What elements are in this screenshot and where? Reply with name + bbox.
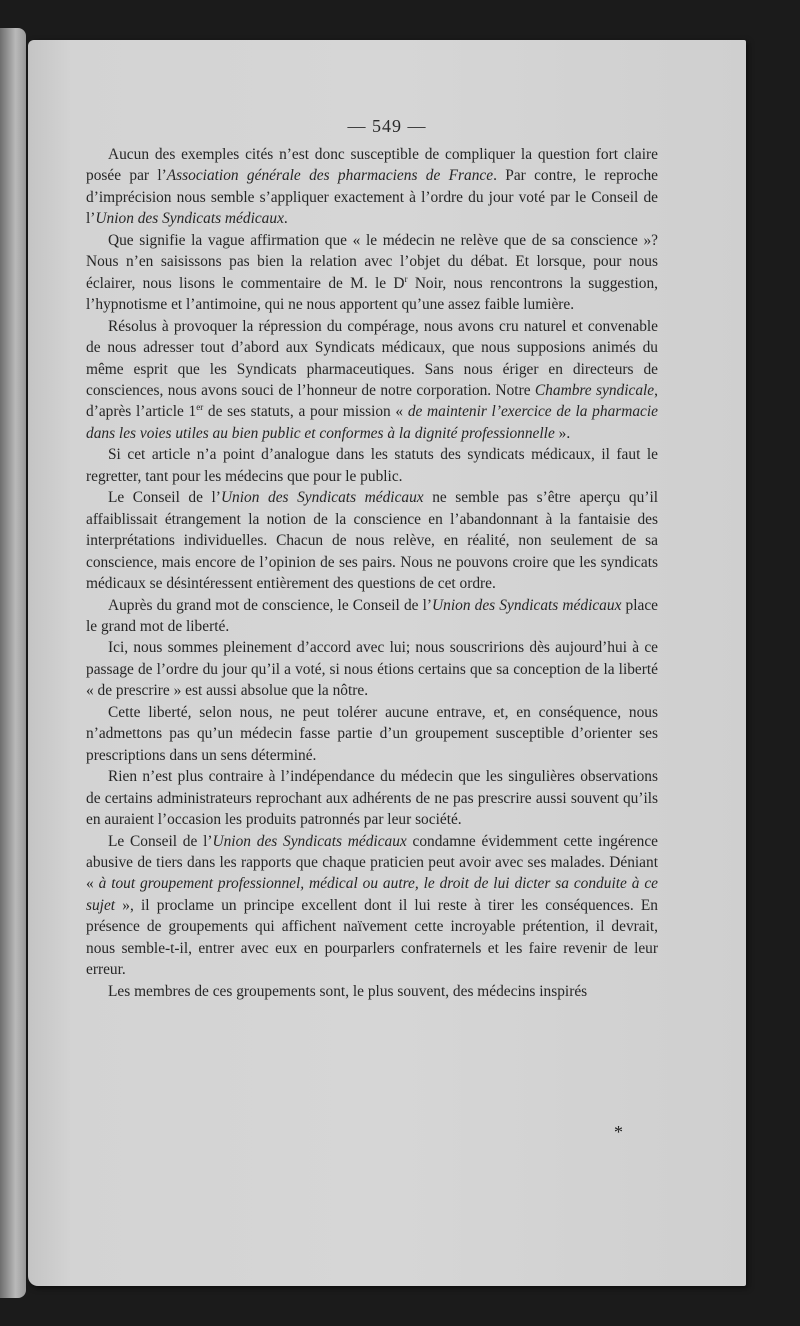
paragraph bbox=[86, 144, 658, 230]
page-number: — 549 — bbox=[347, 116, 427, 136]
text-run: . bbox=[283, 210, 288, 228]
paragraph bbox=[86, 766, 658, 830]
book-page bbox=[28, 40, 746, 1286]
text-run: ne semble pas s’être aperçu qu’il affaiblissait étrangement la notion de la conscience en l’abandonnant à la fantaisie des interprétations individuelles. Chacun de nous relève, en réalité, non seulement de sa conscience, mais encore de l’opinion de ses pairs. Nous ne pouvons croire que les syndicats médicaux se désintéressent entièrement des questions de cet ordre. bbox=[86, 489, 658, 593]
text-run: Auprès du grand mot de conscience, le Conseil de l’ bbox=[108, 596, 433, 614]
paragraph bbox=[86, 230, 658, 316]
text-run: Résolus à provoquer la répression du compérage, nous avons cru naturel et convenable de nous adresser tout d’abord aux Syndicats médicaux, que nous supposions animés du même esprit que les Syndicats pharmaceutiques. Sans nous ériger en directeurs de consciences, nous avons souci de l’honneur de notre corporation. Notre bbox=[86, 317, 658, 399]
italic-text: Chambre syndicale bbox=[534, 381, 655, 399]
superscript-text: r bbox=[404, 273, 408, 284]
text-run: . Par contre, le reproche d’imprécision nous semble s’appliquer exactement à l’ordre du jour voté par le Conseil de l’ bbox=[86, 167, 658, 228]
paragraph bbox=[86, 487, 658, 594]
text-run: Le Conseil de l’ bbox=[108, 832, 213, 850]
text-run: Que signifie la vague affirmation que « le médecin ne relève que de sa conscience »? Nous n’en saisissons pas bien la relation avec l’objet du débat. Et lorsque, pour nous éclairer, nous lisons le commentaire de M. le D bbox=[86, 231, 658, 292]
text-run: Aucun des exemples cités n’est donc susceptible de compliquer la question fort claire posée par l’ bbox=[86, 146, 658, 185]
text-run: Cette liberté, selon nous, ne peut tolérer aucune entrave, et, en conséquence, nous n’admettons pas qu’un médecin fasse partie d’un groupement susceptible d’orienter ses prescriptions dans un sens déterminé. bbox=[86, 703, 658, 764]
italic-text: Association générale des pharmaciens de France bbox=[166, 167, 494, 185]
text-run: Le Conseil de l’ bbox=[108, 489, 221, 507]
signature-mark: * bbox=[614, 1122, 623, 1142]
paragraph bbox=[86, 831, 658, 981]
text-run: , d’après l’article 1 bbox=[86, 381, 658, 421]
body-text bbox=[86, 144, 658, 1002]
text-run: Les membres de ces groupements sont, le plus souvent, des médecins inspirés bbox=[108, 982, 588, 1000]
italic-text: Union des Syndicats médicaux bbox=[432, 596, 622, 614]
text-run: ». bbox=[554, 424, 571, 442]
paragraph bbox=[86, 637, 658, 701]
text-run: Si cet article n’a point d’analogue dans les statuts des syndicats médicaux, il faut le regretter, tant pour les médecins que pour le public. bbox=[86, 446, 658, 485]
italic-text: de maintenir l’exercice de la pharmacie dans les voies utiles au bien public et conformes à la dignité professionnelle bbox=[86, 403, 658, 442]
paragraph bbox=[86, 702, 658, 766]
text-run: Ici, nous sommes pleinement d’accord avec lui; nous souscririons dès aujourd’hui à ce passage de l’ordre du jour qu’il a voté, si nous étions certains que sa conception de la liberté « de prescrire » est aussi absolue que la nôtre. bbox=[86, 639, 658, 700]
italic-text: à tout groupement professionnel, médical ou autre, le droit de lui dicter sa conduite à ce sujet bbox=[86, 875, 658, 914]
text-run: Noir, nous rencontrons la suggestion, l’hypnotisme et l’antimoine, qui ne nous apportent qu’une assez faible lumière. bbox=[86, 274, 658, 314]
paragraph bbox=[86, 316, 658, 445]
paragraph bbox=[86, 444, 658, 487]
text-run: condamne évidemment cette ingérence abusive de tiers dans les rapports que chaque praticien peut avoir avec ses malades. Déniant « bbox=[86, 832, 658, 893]
text-run: », il proclame un principe excellent dont il lui reste à tirer les conséquences. En présence de groupements qui affichent naïvement cette incroyable prétention, il devrait, nous semble-t-il, entrer avec eux en pourparlers confraternels et les faire revenir de leur erreur. bbox=[86, 896, 658, 979]
italic-text: Union des Syndicats médicaux bbox=[212, 832, 407, 850]
paragraph bbox=[86, 595, 658, 638]
paragraph bbox=[86, 981, 658, 1002]
left-page-edge bbox=[0, 28, 26, 1298]
superscript-text: er bbox=[196, 402, 204, 413]
italic-text: Union des Syndicats médicaux bbox=[95, 210, 284, 228]
text-run: Rien n’est plus contraire à l’indépendance du médecin que les singulières observations de certains administrateurs reprochant aux adhérents de ne pas prescrire aussi souvent qu’ils en auraient l’occasion les produits patronnés par leur société. bbox=[86, 768, 658, 829]
text-run: place le grand mot de liberté. bbox=[86, 596, 659, 635]
italic-text: Union des Syndicats médicaux bbox=[220, 489, 424, 507]
text-run: de ses statuts, a pour mission « bbox=[203, 403, 408, 421]
